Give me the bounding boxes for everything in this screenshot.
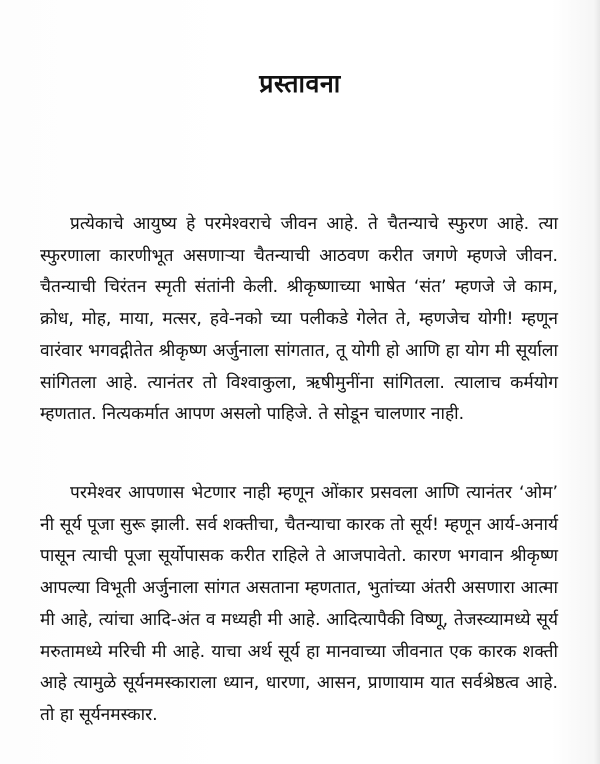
page-edge-shadow: [594, 0, 600, 764]
page-title: प्रस्तावना: [259, 69, 341, 98]
paragraph-2-block: [40, 478, 558, 732]
paragraph-1-block: [40, 209, 558, 431]
paragraph-1: प्रत्येकाचे आयुष्य हे परमेश्वराचे जीवन आहे. ते चैतन्याचे स्फुरण आहे. त्या स्फुरणाला कारणीभूत असणाऱ्या चैतन्याची आठवण करीत जगणे म्हणजे जीवन. चैतन्याची चिरंतन स्मृती संतांनी केली. श्रीकृष्णाच्या भाषेत ‘संत’ म्हणजे जे काम, क्रोध, मोह, माया, मत्सर, हवे-नको च्या पलीकडे गेलेत ते, म्हणजेच योगी! म्हणून वारंवार भगवद्गीतेत श्रीकृष्ण अर्जुनाला सांगतात, तू योगी हो आणि हा योग मी सूर्याला सांगितला आहे. त्यानंतर तो विश्वाकुला, ऋषीमुनींना सांगितला. त्यालाच कर्मयोग म्हणतात. नित्यकर्मात आपण असलो पाहिजे. ते सोडून चालणार नाही.: [40, 214, 558, 425]
paragraph-2: परमेश्वर आपणास भेटणार नाही म्हणून ओंकार प्रसवला आणि त्यानंतर ‘ओम’ नी सूर्य पूजा सुरू झाली. सर्व शक्तीचा, चैतन्याचा कारक तो सूर्य! म्हणून आर्य-अनार्य पासून त्याची पूजा सूर्योपासक करीत राहिले ते आजपावेतो. कारण भगवान श्रीकृष्ण आपल्या विभूती अर्जुनाला सांगत असताना म्हणतात, भुतांच्या अंतरी असणारा आत्मा मी आहे, त्यांचा आदि-अंत व मध्यही मी आहे. आदित्यापैकी विष्णू, तेजस्व्यामध्ये सूर्य मरुतामध्ये मरिची मी आहे. याचा अर्थ सूर्य हा मानवाच्या जीवनात एक कारक शक्ती आहे त्यामुळे सूर्यनमस्काराला ध्यान, धारणा, आसन, प्राणायाम यात सर्वश्रेष्ठत्व आहे. तो हा सूर्यनमस्कार.: [40, 483, 558, 725]
